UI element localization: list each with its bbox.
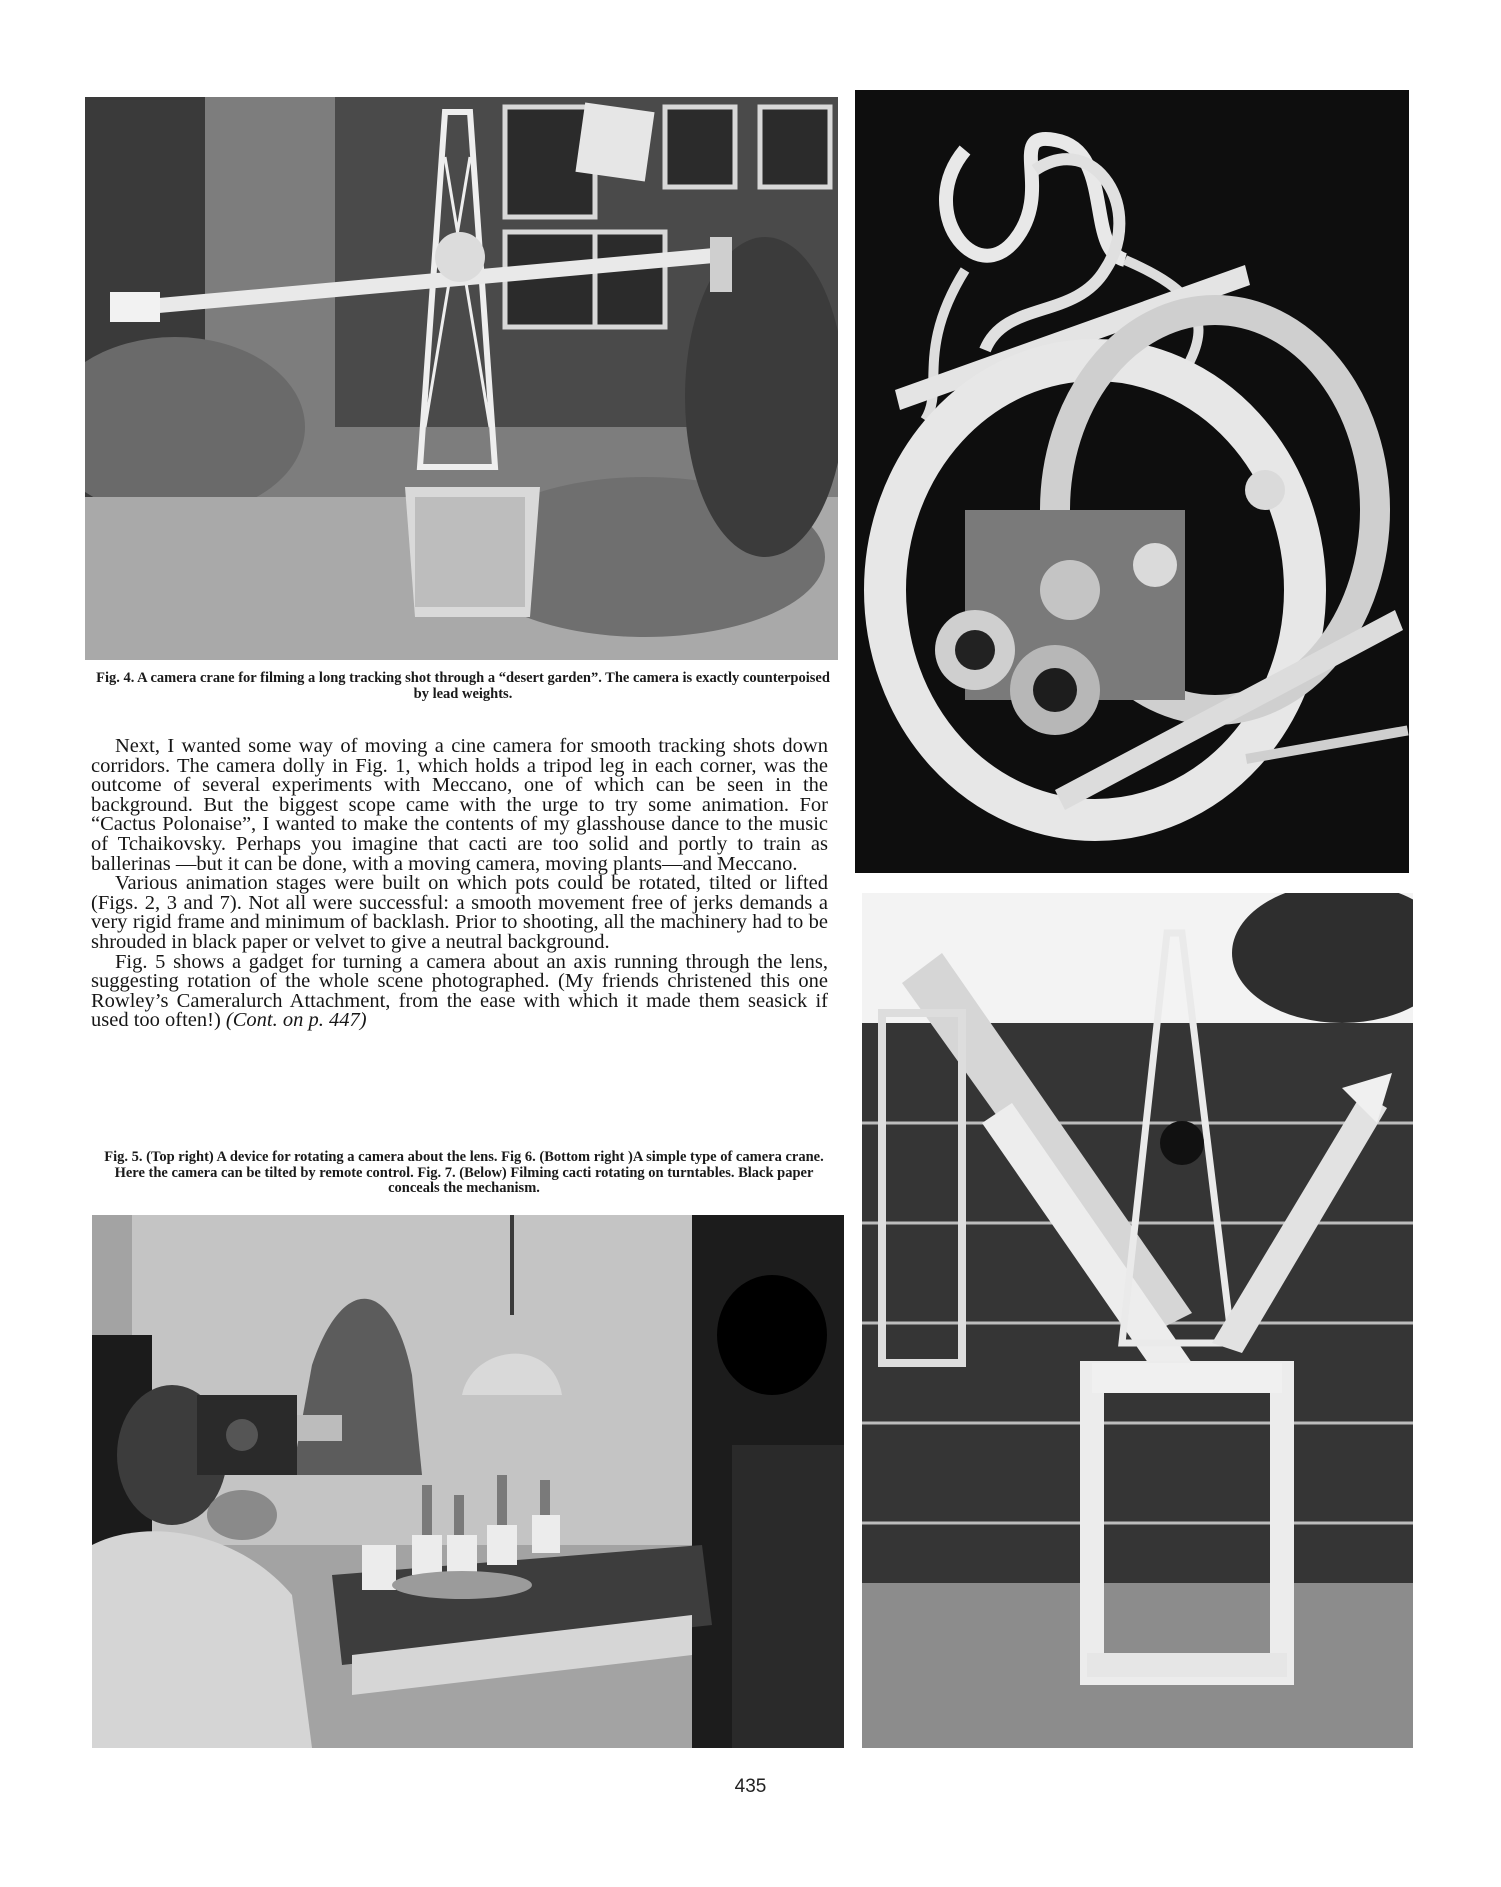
figure-4-image [85,97,838,660]
body-paragraph [91,950,828,1032]
figure-4-photo [85,97,838,660]
figure-6-photo [862,893,1413,1748]
body-paragraph: Next, I wanted some way of moving a cine camera for smooth tracking shots down corridors. The camera dolly in Fig. 1, which holds a tripod leg in each corner, was the outcome of several experiments with Meccano, one of which can be seen in the background. But the biggest scope came with the urge to try some animation. For “Cactus Polonaise”, I wanted to make the contents of my glasshouse dance to the music of Tchaikovsky. Perhaps you imagine that cacti are too solid and portly to train as ballerinas —but it can be done, with a moving camera, moving plants—and Meccano. [91,735,828,875]
figure-5-image [855,90,1409,873]
continuation-note: (Cont. on p. 447) [225,1009,367,1032]
figures-5-6-7-caption: Fig. 5. (Top right) A device for rotating a camera about the lens. Fig 6. (Bottom right )A simple type of camera crane. Here the camera can be tilted by remote control. Fig. 7. (Below) Filming cacti rotating on turntables. Black paper conceals the mechanism. [104,1149,824,1196]
figure-5-photo [855,90,1409,873]
page-number: 435 [734,1776,767,1797]
body-paragraph-text: Fig. 5 shows a gadget for turning a camera about an axis running through the lens, suggesting rotation of the whole scene photographed. (My friends christened this one Rowley’s Cameralurch Attachment, from the ease with which it made them seasick if used too often!) [91,950,828,1032]
body-paragraph: Various animation stages were built on which pots could be rotated, tilted or lifted (Figs. 2, 3 and 7). Not all were successful: a smooth movement free of jerks demands a very rigid frame and minimum of backlash. Prior to shooting, all the machinery had to be shrouded in black paper or velvet to give a neutral background. [91,872,828,953]
figure-4-caption: Fig. 4. A camera crane for filming a long tracking shot through a “desert garden”. The camera is exactly counterpoised by lead weights. [96,670,830,702]
figure-7-photo [92,1215,844,1748]
figure-6-image [862,893,1413,1748]
body-text [91,737,828,1031]
figure-7-image [92,1215,844,1748]
